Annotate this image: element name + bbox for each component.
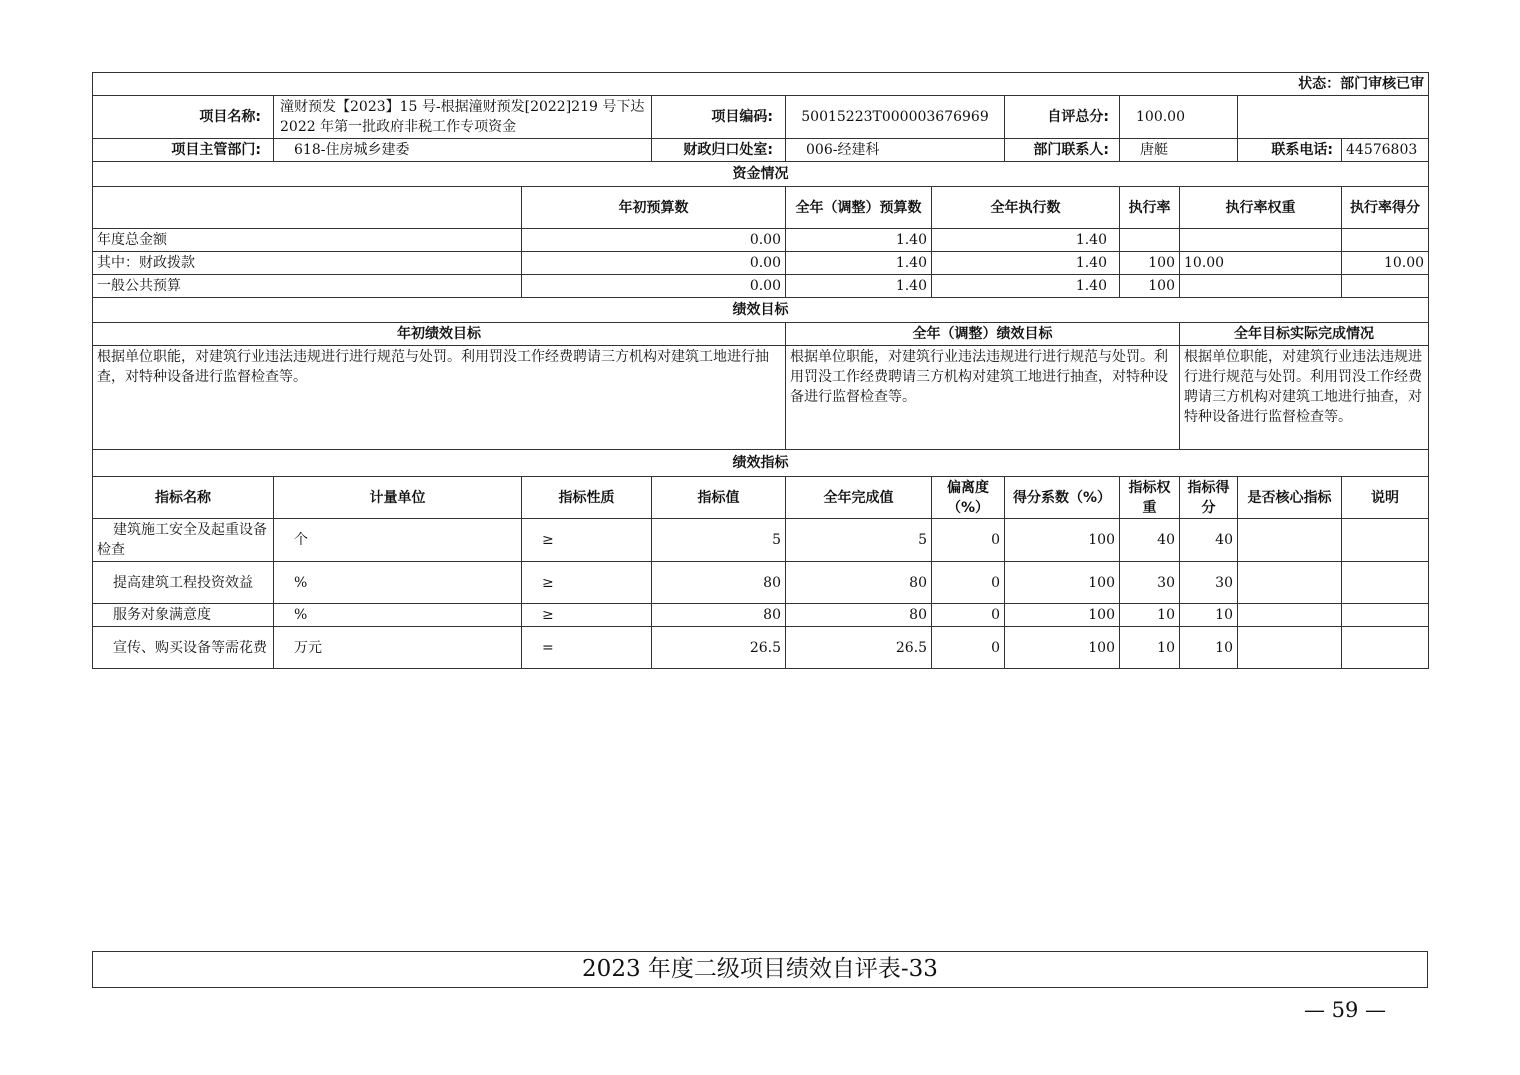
funds-row-name: 一般公共预算: [93, 275, 522, 298]
indicator-row: [93, 562, 1429, 604]
funds-row-adjusted: 1.40: [786, 252, 932, 275]
ind-header-dev: 偏离度（%）: [932, 477, 1005, 519]
funds-header-initial: 年初预算数: [522, 187, 786, 229]
phone-value: 44576803: [1342, 139, 1429, 162]
finance-value: 006-经建科: [786, 139, 1005, 162]
funds-row-executed: 1.40: [932, 229, 1120, 252]
evaluation-table: [92, 72, 1429, 669]
funds-row-weight: [1180, 229, 1342, 252]
funds-row-rate: 100: [1120, 252, 1180, 275]
ind-value: 80: [652, 604, 786, 627]
dept-info-row: [93, 139, 1429, 162]
ind-nature: ≥: [522, 562, 652, 604]
funds-row: [93, 275, 1429, 298]
score-label: 自评总分:: [1005, 96, 1120, 139]
ind-score: 40: [1180, 519, 1238, 562]
ind-header-score: 指标得分: [1180, 477, 1238, 519]
funds-row-initial: 0.00: [522, 252, 786, 275]
ind-note: [1342, 562, 1429, 604]
ind-nature: =: [522, 627, 652, 669]
ind-note: [1342, 604, 1429, 627]
status-text: 状态：部门审核已审: [93, 73, 1429, 96]
ind-unit: 个: [274, 519, 522, 562]
footer-title: 2023 年度二级项目绩效自评表-33: [92, 951, 1428, 988]
goals-content-row: [93, 346, 1429, 450]
goals-header-actual: 全年目标实际完成情况: [1180, 323, 1429, 346]
finance-label: 财政归口处室:: [652, 139, 786, 162]
ind-header-done: 全年完成值: [786, 477, 932, 519]
funds-row-initial: 0.00: [522, 275, 786, 298]
ind-core: [1238, 627, 1342, 669]
funds-row-weight: [1180, 275, 1342, 298]
ind-header-coef: 得分系数（%）: [1005, 477, 1120, 519]
funds-header-row: [93, 187, 1429, 229]
status-row: [93, 73, 1429, 96]
ind-weight: 10: [1120, 627, 1180, 669]
ind-nature: ≥: [522, 519, 652, 562]
ind-score: 10: [1180, 627, 1238, 669]
funds-row-score: [1342, 229, 1429, 252]
ind-value: 5: [652, 519, 786, 562]
funds-row-executed: 1.40: [932, 252, 1120, 275]
goals-title: 绩效目标: [93, 298, 1429, 323]
ind-done: 80: [786, 562, 932, 604]
funds-row-adjusted: 1.40: [786, 275, 932, 298]
ind-done: 26.5: [786, 627, 932, 669]
funds-title: 资金情况: [93, 162, 1429, 187]
ind-coef: 100: [1005, 562, 1120, 604]
ind-score: 30: [1180, 562, 1238, 604]
goals-title-row: [93, 298, 1429, 323]
ind-core: [1238, 604, 1342, 627]
funds-row-name: 其中：财政拨款: [93, 252, 522, 275]
funds-row-rate: [1120, 229, 1180, 252]
ind-header-note: 说明: [1342, 477, 1429, 519]
score-value: 100.00: [1120, 96, 1238, 139]
indicators-title: 绩效指标: [93, 450, 1429, 477]
project-name-label: 项目名称:: [93, 96, 274, 139]
ind-unit: 万元: [274, 627, 522, 669]
goals-adjusted-text: 根据单位职能，对建筑行业违法违规进行进行规范与处罚。利用罚没工作经费聘请三方机构对建筑工地进行抽查，对特种设备进行监督检查等。: [786, 346, 1180, 450]
dept-label: 项目主管部门:: [93, 139, 274, 162]
ind-coef: 100: [1005, 519, 1120, 562]
ind-name: 建筑施工安全及起重设备检查: [93, 519, 274, 562]
ind-value: 80: [652, 562, 786, 604]
funds-row-executed: 1.40: [932, 275, 1120, 298]
ind-header-nature: 指标性质: [522, 477, 652, 519]
ind-header-value: 指标值: [652, 477, 786, 519]
funds-title-row: [93, 162, 1429, 187]
ind-done: 80: [786, 604, 932, 627]
funds-header-score: 执行率得分: [1342, 187, 1429, 229]
indicators-header-row: [93, 477, 1429, 519]
contact-value: 唐艇: [1120, 139, 1238, 162]
ind-dev: 0: [932, 627, 1005, 669]
funds-row-score: [1342, 275, 1429, 298]
page-number: — 59 —: [1303, 998, 1387, 1022]
ind-weight: 10: [1120, 604, 1180, 627]
ind-nature: ≥: [522, 604, 652, 627]
project-code-label: 项目编码:: [652, 96, 786, 139]
funds-row-initial: 0.00: [522, 229, 786, 252]
ind-unit: %: [274, 562, 522, 604]
funds-row-name: 年度总金额: [93, 229, 522, 252]
ind-score: 10: [1180, 604, 1238, 627]
project-name-value: 潼财预发【2023】15 号-根据潼财预发[2022]219 号下达 2022 年第一批政府非税工作专项资金: [274, 96, 652, 139]
ind-header-name: 指标名称: [93, 477, 274, 519]
goals-initial-text: 根据单位职能，对建筑行业违法违规进行进行规范与处罚。利用罚没工作经费聘请三方机构对建筑工地进行抽查，对特种设备进行监督检查等。: [93, 346, 786, 450]
ind-core: [1238, 562, 1342, 604]
ind-core: [1238, 519, 1342, 562]
ind-note: [1342, 627, 1429, 669]
goals-header-adjusted: 全年（调整）绩效目标: [786, 323, 1180, 346]
funds-header-adjusted: 全年（调整）预算数: [786, 187, 932, 229]
empty-cell: [1238, 96, 1429, 139]
indicator-row: [93, 627, 1429, 669]
ind-unit: %: [274, 604, 522, 627]
project-info-row: [93, 96, 1429, 139]
indicator-row: [93, 519, 1429, 562]
ind-dev: 0: [932, 604, 1005, 627]
funds-row-rate: 100: [1120, 275, 1180, 298]
funds-header-rate: 执行率: [1120, 187, 1180, 229]
ind-coef: 100: [1005, 604, 1120, 627]
funds-header-weight: 执行率权重: [1180, 187, 1342, 229]
phone-label: 联系电话:: [1238, 139, 1342, 162]
indicators-title-row: [93, 450, 1429, 477]
ind-header-unit: 计量单位: [274, 477, 522, 519]
project-code-value: 50015223T000003676969: [786, 96, 1005, 139]
funds-row-weight: 10.00: [1180, 252, 1342, 275]
ind-done: 5: [786, 519, 932, 562]
ind-note: [1342, 519, 1429, 562]
ind-weight: 30: [1120, 562, 1180, 604]
goals-header-initial: 年初绩效目标: [93, 323, 786, 346]
goals-header-row: [93, 323, 1429, 346]
indicator-row: [93, 604, 1429, 627]
funds-header-executed: 全年执行数: [932, 187, 1120, 229]
ind-name: 提高建筑工程投资效益: [93, 562, 274, 604]
ind-dev: 0: [932, 519, 1005, 562]
goals-actual-text: 根据单位职能，对建筑行业违法违规进行进行规范与处罚。利用罚没工作经费聘请三方机构对建筑工地进行抽查，对特种设备进行监督检查等。: [1180, 346, 1429, 450]
funds-row: [93, 252, 1429, 275]
funds-header-blank: [93, 187, 522, 229]
ind-value: 26.5: [652, 627, 786, 669]
ind-name: 宣传、购买设备等需花费: [93, 627, 274, 669]
ind-header-core: 是否核心指标: [1238, 477, 1342, 519]
ind-weight: 40: [1120, 519, 1180, 562]
funds-row-score: 10.00: [1342, 252, 1429, 275]
funds-row-adjusted: 1.40: [786, 229, 932, 252]
ind-name: 服务对象满意度: [93, 604, 274, 627]
contact-label: 部门联系人:: [1005, 139, 1120, 162]
dept-value: 618-住房城乡建委: [274, 139, 652, 162]
ind-dev: 0: [932, 562, 1005, 604]
funds-row: [93, 229, 1429, 252]
ind-header-weight: 指标权重: [1120, 477, 1180, 519]
ind-coef: 100: [1005, 627, 1120, 669]
